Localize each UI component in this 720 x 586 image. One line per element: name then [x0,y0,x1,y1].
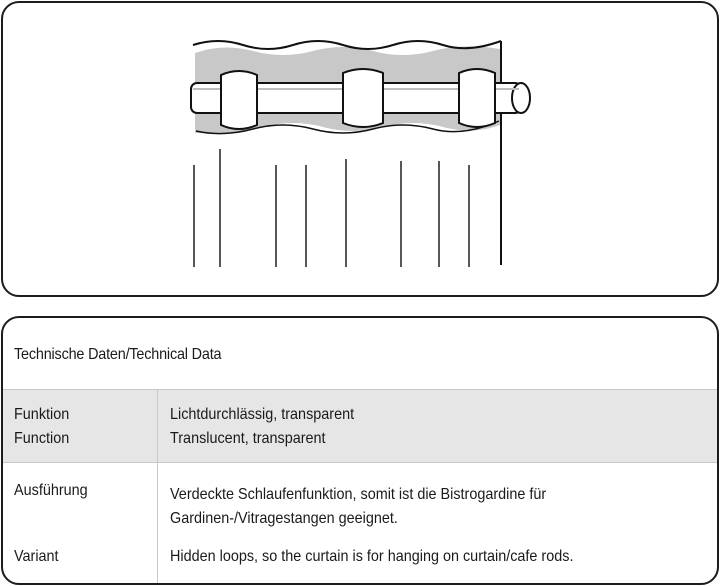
row-value-de-line2: Gardinen-/Vitragestangen geeignet. [170,510,398,527]
row-label-en: Variant [14,548,59,565]
curtain-fold-lines [194,149,469,267]
curtain-rod-illustration [3,3,719,297]
technical-data-panel [1,316,719,585]
column-divider [157,389,158,585]
table-title: Technische Daten/Technical Data [14,346,222,363]
row-value-de: Lichtdurchlässig, transparent [170,406,355,423]
row-label-de: Ausführung [14,482,88,499]
row-value-en: Translucent, transparent [170,430,326,447]
illustration-panel [1,1,719,297]
table-row-function [3,389,719,463]
row-label-de: Funktion [14,406,70,423]
row-label-en: Function [14,430,70,447]
curtain-loop-3 [459,69,495,127]
curtain-loop-2 [343,69,383,127]
curtain-loop-1 [221,71,257,129]
row-value-en: Hidden loops, so the curtain is for hanging on curtain/cafe rods. [170,548,574,565]
rod-end-cap [512,83,530,113]
row-value-de-line1: Verdeckte Schlaufenfunktion, somit ist die Bistrogardine für [170,486,547,503]
table-row-variant [3,463,719,585]
